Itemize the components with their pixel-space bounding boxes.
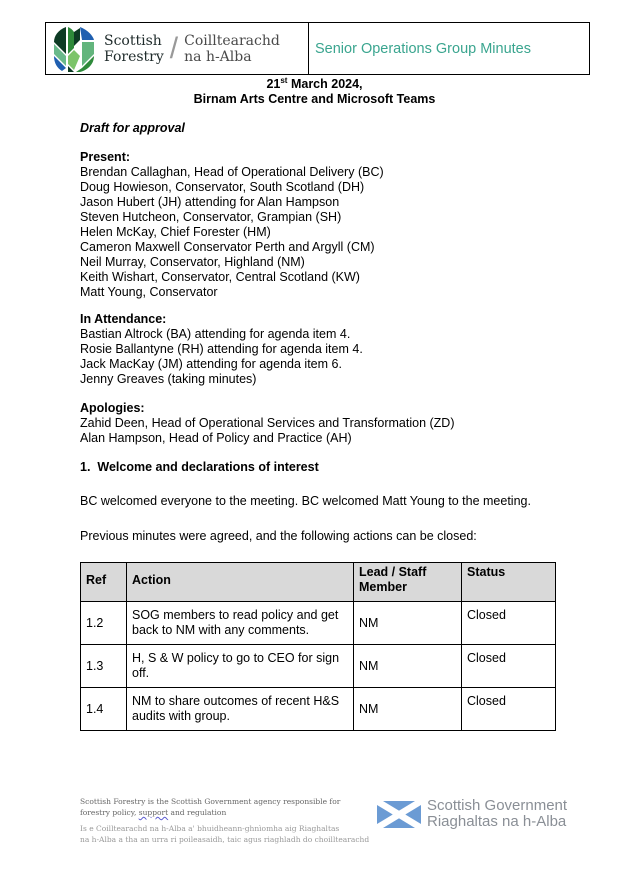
spellcheck-underline: support: [138, 808, 169, 817]
org-name-en: Scottish Forestry: [104, 32, 164, 65]
cell-ref: 1.4: [81, 688, 127, 731]
cell-ref: 1.2: [81, 602, 127, 645]
cell-status: Closed: [462, 645, 556, 688]
document-header: [45, 22, 590, 75]
list-item: Rosie Ballantyne (RH) attending for agenda item 4.: [80, 342, 363, 356]
table-row: [81, 645, 556, 688]
list-item: Jason Hubert (JH) attending for Alan Hampson: [80, 195, 340, 209]
section-paragraph: BC welcomed everyone to the meeting. BC welcomed Matt Young to the meeting.: [80, 494, 531, 508]
column-header: Status: [462, 563, 556, 602]
draft-status: Draft for approval: [80, 121, 185, 135]
meeting-location: Birnam Arts Centre and Microsoft Teams: [193, 92, 436, 106]
cell-ref: 1.3: [81, 645, 127, 688]
apologies-section: [80, 401, 454, 446]
section-paragraph: Previous minutes were agreed, and the following actions can be closed:: [80, 529, 477, 543]
attendance-heading: In Attendance:: [80, 312, 167, 326]
column-header: Lead / Staff Member: [354, 563, 462, 602]
org-name-gd: Coilltearachd na h-Alba: [184, 32, 280, 65]
sg-name-gd: Riaghaltas na h-Alba: [427, 813, 567, 830]
meeting-date: 21st March 2024,: [266, 75, 363, 91]
table-row: [81, 602, 556, 645]
list-item: Keith Wishart, Conservator, Central Scotland (KW): [80, 270, 360, 284]
apologies-heading: Apologies:: [80, 401, 145, 415]
column-header: Action: [127, 563, 354, 602]
logo-divider: /: [169, 31, 179, 65]
list-item: Steven Hutcheon, Conservator, Grampian (SH): [80, 210, 342, 224]
list-item: Matt Young, Conservator: [80, 285, 218, 299]
list-item: Neil Murray, Conservator, Highland (NM): [80, 255, 305, 269]
list-item: Zahid Deen, Head of Operational Services and Transformation (ZD): [80, 416, 455, 430]
list-item: Brendan Callaghan, Head of Operational Delivery (BC): [80, 165, 384, 179]
list-item: Jack MacKay (JM) attending for agenda item 6.: [80, 357, 342, 371]
list-item: Cameron Maxwell Conservator Perth and Argyll (CM): [80, 240, 375, 254]
forestry-leaf-icon: [52, 26, 96, 72]
present-section: [80, 150, 384, 300]
column-header: Ref: [81, 563, 127, 602]
cell-status: Closed: [462, 688, 556, 731]
actions-table: [80, 562, 556, 731]
cell-action: SOG members to read policy and get back to NM with any comments.: [127, 602, 354, 645]
list-item: Bastian Altrock (BA) attending for agenda item 4.: [80, 327, 351, 341]
saltire-flag-icon: [377, 801, 421, 828]
scottish-forestry-logo: [46, 23, 309, 74]
list-item: Jenny Greaves (taking minutes): [80, 372, 257, 386]
list-item: Doug Howieson, Conservator, South Scotland (DH): [80, 180, 365, 194]
list-item: Helen McKay, Chief Forester (HM): [80, 225, 271, 239]
cell-action: H, S & W policy to go to CEO for sign off.: [127, 645, 354, 688]
footer-text-gd: Is e Coilltearachd na h-Alba a' bhuidheann-ghnìomha aig Riaghaltas na h-Alba a tha an urra ri poileasaidh, taic agus riaghladh do choilltearachd: [80, 824, 370, 844]
table-header-row: [81, 563, 556, 602]
cell-lead: NM: [354, 688, 462, 731]
section-heading: 1. Welcome and declarations of interest: [80, 460, 319, 474]
cell-status: Closed: [462, 602, 556, 645]
footer-text-en: Scottish Forestry is the Scottish Government agency responsible for forestry policy, support and regulation: [80, 797, 341, 817]
cell-lead: NM: [354, 602, 462, 645]
sg-name-en: Scottish Government: [427, 797, 568, 814]
cell-action: NM to share outcomes of recent H&S audits with group.: [127, 688, 354, 731]
present-heading: Present:: [80, 150, 131, 164]
scottish-government-logo: [377, 798, 567, 830]
list-item: Alan Hampson, Head of Policy and Practice (AH): [80, 431, 352, 445]
document-title: Senior Operations Group Minutes: [315, 40, 531, 57]
table-row: [81, 688, 556, 731]
cell-lead: NM: [354, 645, 462, 688]
attendance-section: [80, 312, 363, 387]
